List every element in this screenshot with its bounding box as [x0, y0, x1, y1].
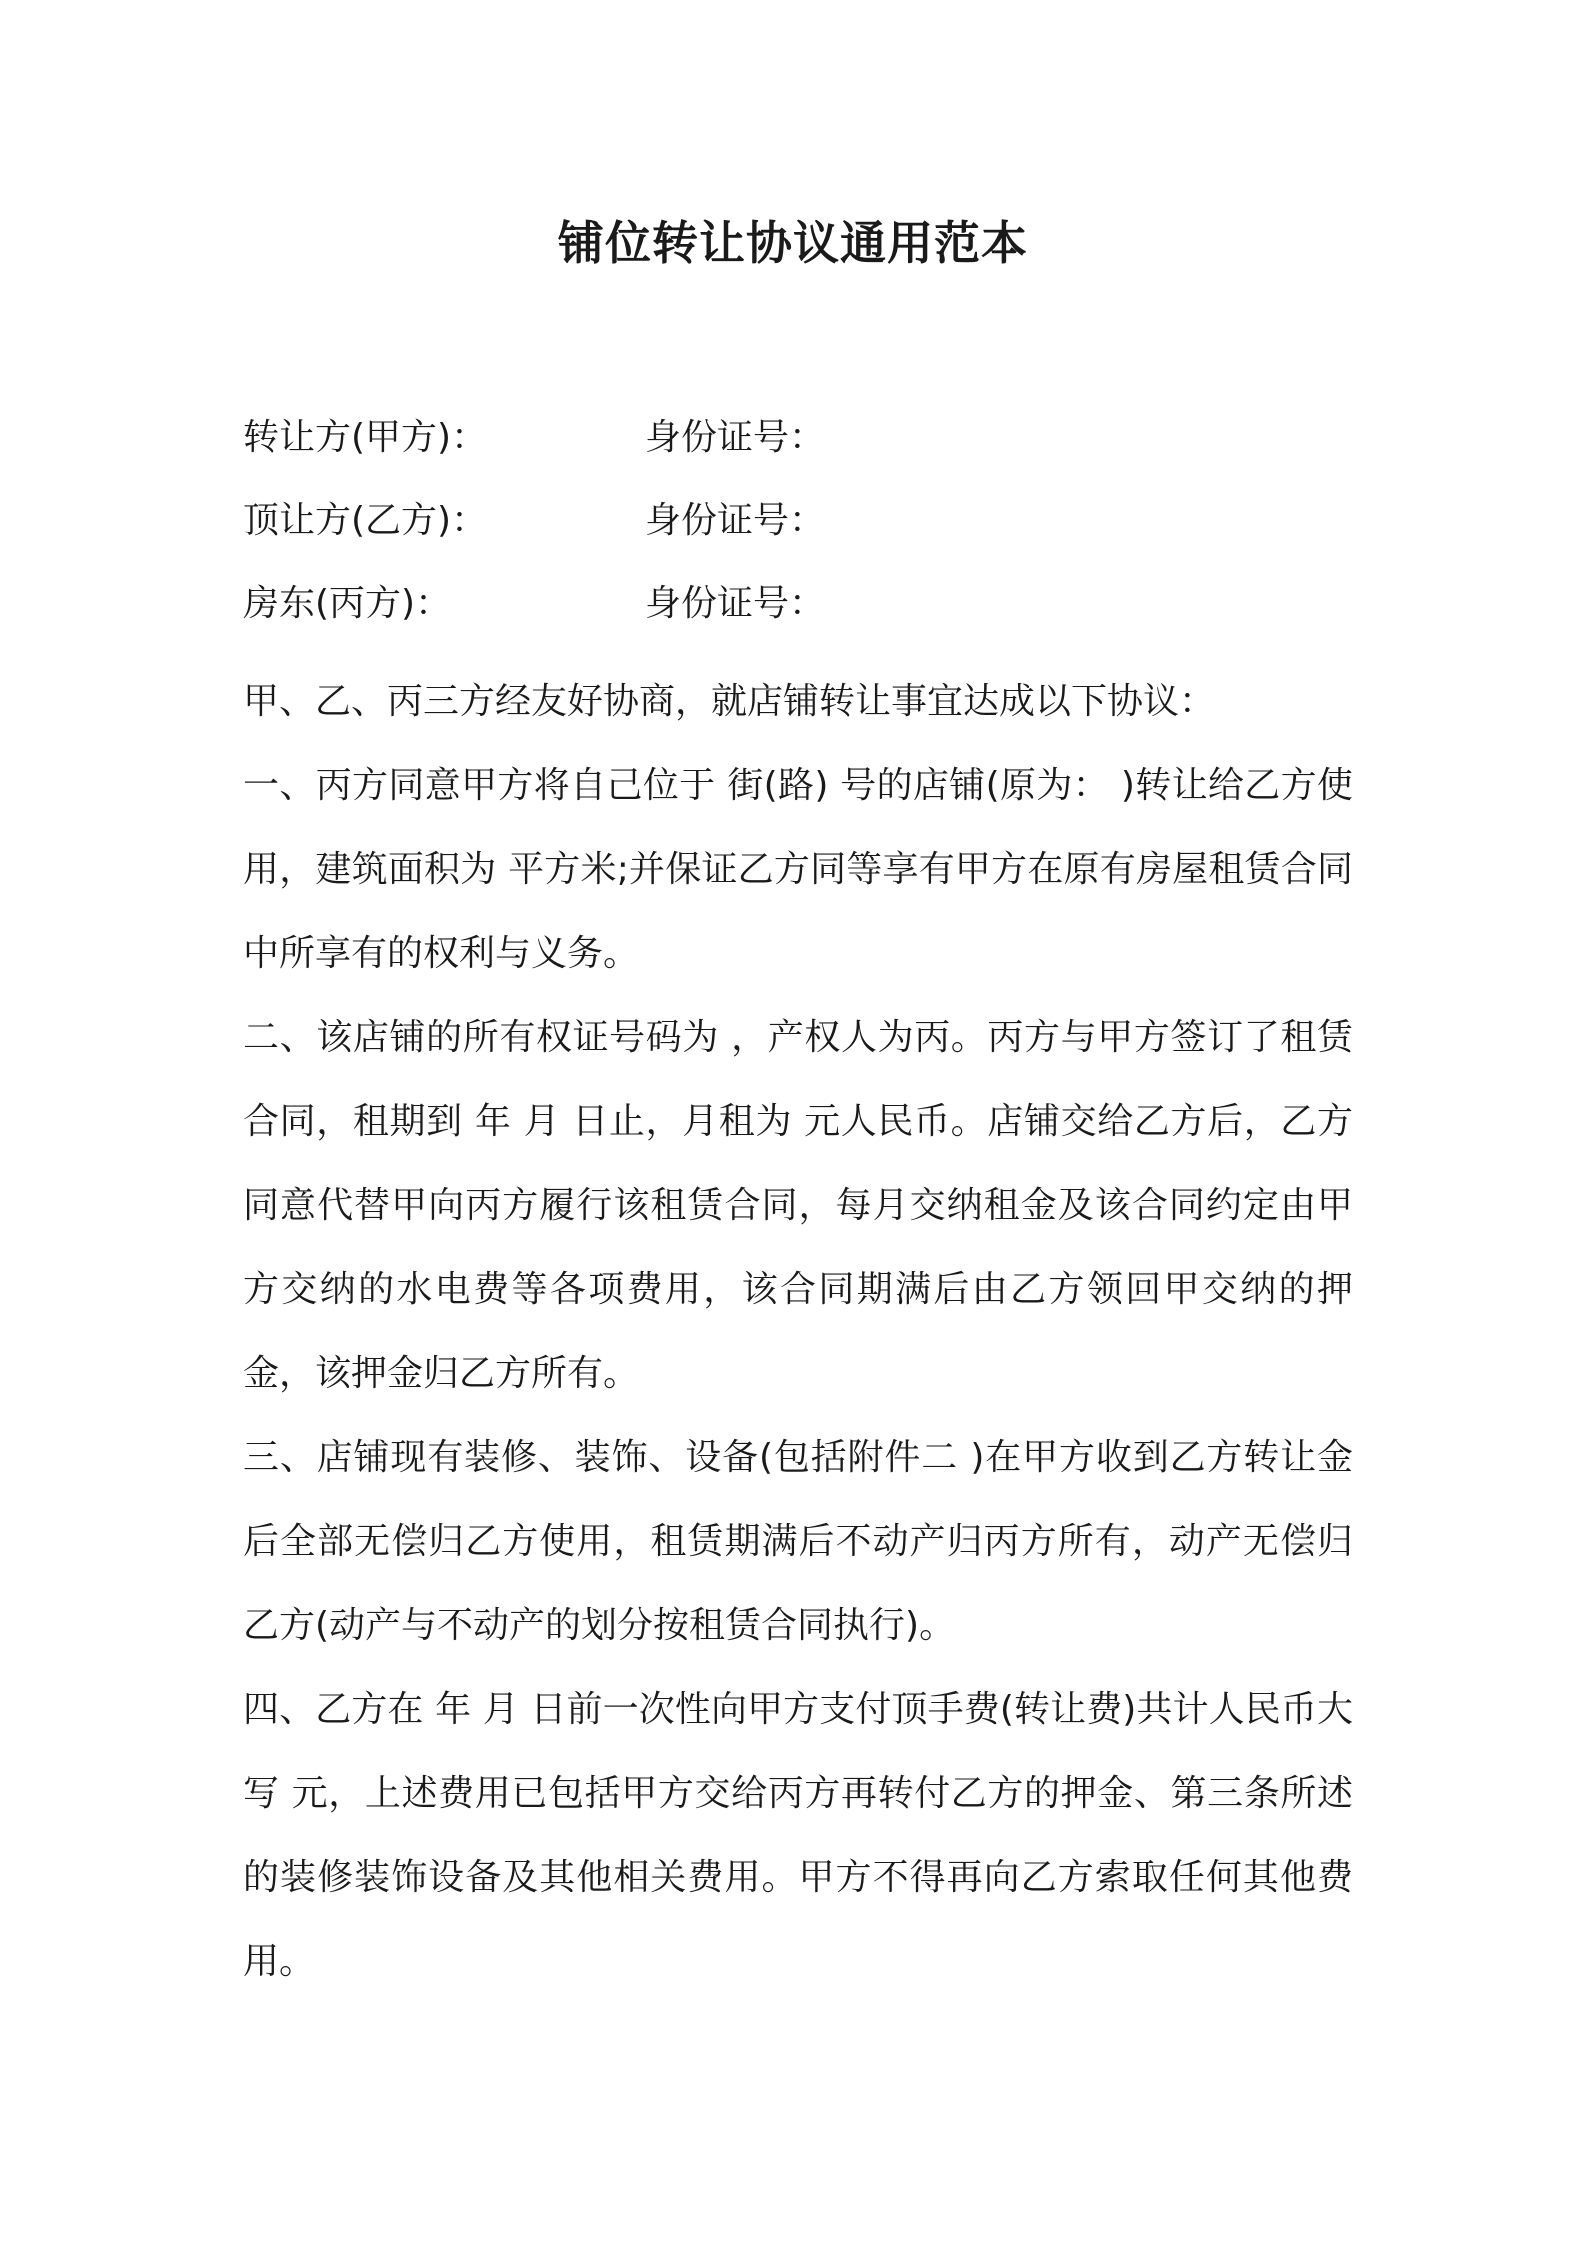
party-row-transferor	[243, 410, 1363, 466]
clause-3-paragraph: 三、店铺现有装修、装饰、设备(包括附件二 )在甲方收到乙方转让金后全部无偿归乙方使用，租赁期满后不动产归丙方所有，动产无偿归乙方(动产与不动产的划分按租赁合同执行)。	[243, 1437, 1353, 1646]
clause-4-paragraph: 四、乙方在 年 月 日前一次性向甲方支付顶手费(转让费)共计人民币大写 元，上述费用已包括甲方交给丙方再转付乙方的押金、第三条所述的装修装饰设备及其他相关费用。甲方不得再向乙方索取任何其他费用。	[243, 1689, 1353, 1982]
party-row-transferee	[243, 493, 1363, 549]
id-number-label: 身份证号：	[645, 417, 826, 458]
party-role-label: 顶让方(乙方)：	[243, 500, 488, 541]
document-title: 铺位转让协议通用范本	[558, 216, 1028, 270]
agreement-body	[243, 660, 1353, 2004]
party-role-label: 转让方(甲方)：	[243, 417, 488, 458]
intro-paragraph: 甲、乙、丙三方经友好协商，就店铺转让事宜达成以下协议：	[243, 681, 1216, 722]
party-row-landlord	[243, 576, 1363, 632]
party-role-label: 房东(丙方)：	[243, 583, 452, 624]
id-number-label: 身份证号：	[645, 500, 826, 541]
clause-2-paragraph: 二、该店铺的所有权证号码为 ，产权人为丙。丙方与甲方签订了租赁合同，租期到 年 月 日止，月租为 元人民币。店铺交给乙方后，乙方同意代替甲向丙方履行该租赁合同，每月交纳租金及该合同约定由甲方交纳的水电费等各项费用，该合同期满后由乙方领回甲交纳的押金，该押金归乙方所有。	[243, 1017, 1353, 1394]
id-number-label: 身份证号：	[645, 583, 826, 624]
clause-1-paragraph: 一、丙方同意甲方将自己位于 街(路) 号的店铺(原为： )转让给乙方使用，建筑面积为 平方米;并保证乙方同等享有甲方在原有房屋租赁合同中所享有的权利与义务。	[243, 765, 1353, 974]
